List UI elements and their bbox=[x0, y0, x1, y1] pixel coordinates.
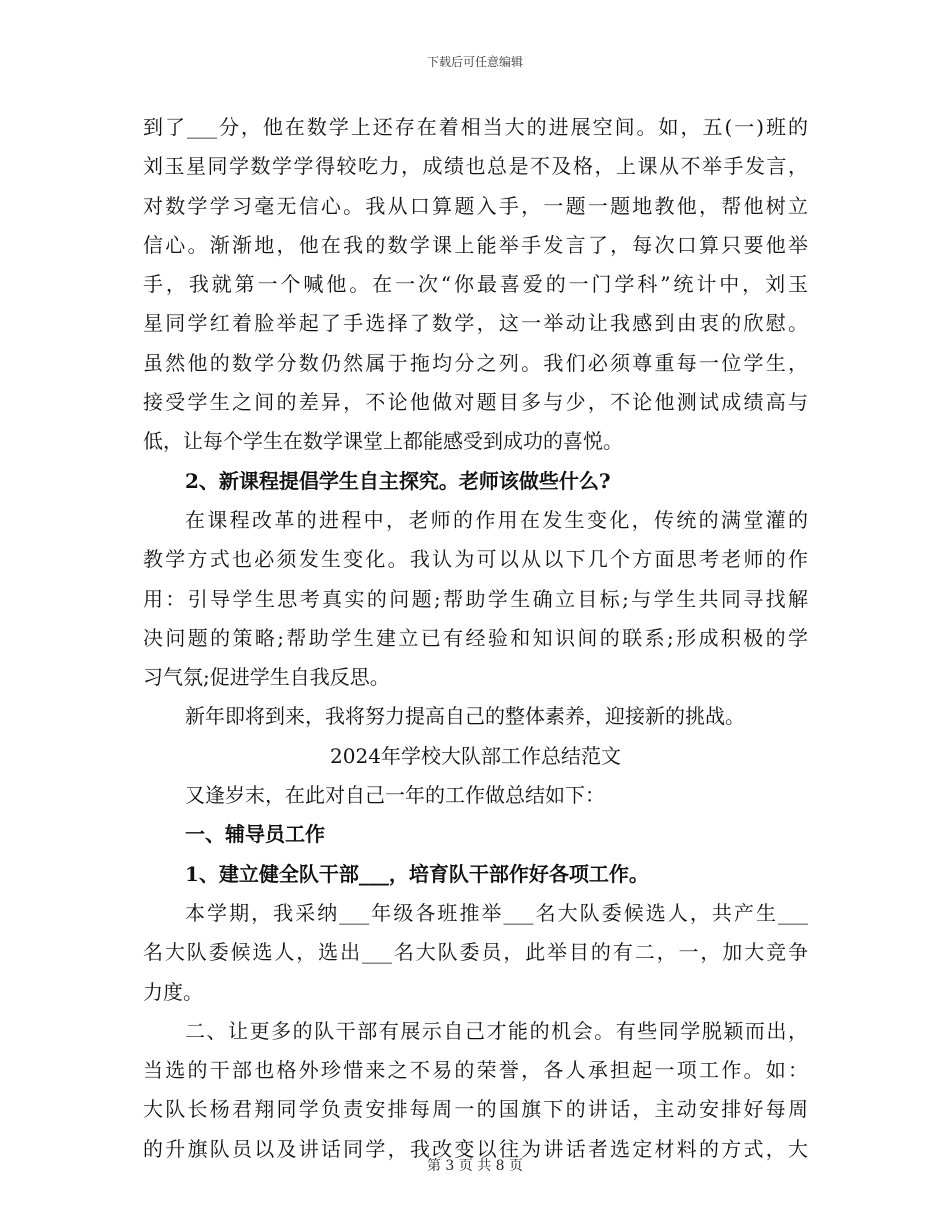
page-number-footer: 第 3 页 共 8 页 bbox=[426, 1158, 524, 1174]
text-line: 星同学红着脸举起了手选择了数学，这一举动让我感到由衷的欣慰。 bbox=[143, 311, 808, 336]
text-line: 对数学学习毫无信心。我从口算题入手，一题一题地教他，帮他树立 bbox=[143, 193, 808, 218]
text-line: 接受学生之间的差异，不论他做对题目多与少，不论他测试成绩高与 bbox=[143, 390, 808, 415]
text-line: 习气氛;促进学生自我反思。 bbox=[143, 665, 390, 690]
text-line: 1、建立健全队干部___，培育队干部作好各项工作。 bbox=[185, 861, 649, 886]
document-body bbox=[143, 108, 808, 1169]
text-line: 用：引导学生思考真实的问题;帮助学生确立目标;与学生共同寻找解 bbox=[143, 586, 808, 611]
text-line: 的升旗队员以及讲话同学，我改变以往为讲话者选定材料的方式，大 bbox=[143, 1136, 808, 1161]
text-line: 信心。渐渐地，他在我的数学课上能举手发言了，每次口算只要他举 bbox=[143, 232, 808, 257]
text-line: 一、辅导员工作 bbox=[185, 822, 325, 847]
text-line: 又逢岁末，在此对自己一年的工作做总结如下： bbox=[185, 783, 605, 808]
text-line: 当选的干部也格外珍惜来之不易的荣誉，各人承担起一项工作。如： bbox=[143, 1058, 808, 1083]
text-line: 低，让每个学生在数学课堂上都能感受到成功的喜悦。 bbox=[143, 429, 623, 454]
text-line: 刘玉星同学数学学得较吃力，成绩也总是不及格，上课从不举手发言， bbox=[143, 154, 808, 179]
text-line: 新年即将到来，我将努力提高自己的整体素养，迎接新的挑战。 bbox=[185, 704, 745, 729]
text-line: 虽然他的数学分数仍然属于拖均分之列。我们必须尊重每一位学生， bbox=[143, 350, 808, 375]
text-line: 本学期，我采纳___年级各班推举___名大队委候选人，共产生___ bbox=[185, 900, 808, 925]
text-line: 力度。 bbox=[143, 979, 203, 1004]
text-line: 在课程改革的进程中，老师的作用在发生变化，传统的满堂灌的 bbox=[185, 507, 808, 532]
text-line: 2、新课程提倡学生自主探究。老师该做些什么? bbox=[185, 468, 611, 493]
text-line: 二、让更多的队干部有展示自己才能的机会。有些同学脱颖而出， bbox=[185, 1018, 808, 1043]
text-line: 名大队委候选人，选出___名大队委员，此举目的有二，一，加大竞争 bbox=[143, 940, 808, 965]
page-header-note: 下载后可任意编辑 bbox=[426, 55, 523, 69]
text-line: 决问题的策略;帮助学生建立已有经验和知识间的联系;形成积极的学 bbox=[143, 625, 808, 650]
text-line: 教学方式也必须发生变化。我认为可以从以下几个方面思考老师的作 bbox=[143, 547, 808, 572]
text-line: 2024年学校大队部工作总结范文 bbox=[330, 743, 621, 768]
text-line: 手，我就第一个喊他。在一次“你最喜爱的一门学科”统计中，刘玉 bbox=[143, 272, 808, 297]
text-line: 大队长杨君翔同学负责安排每周一的国旗下的讲话，主动安排好每周 bbox=[143, 1097, 808, 1122]
text-line: 到了___分，他在数学上还存在着相当大的进展空间。如，五(一)班的 bbox=[143, 115, 808, 139]
